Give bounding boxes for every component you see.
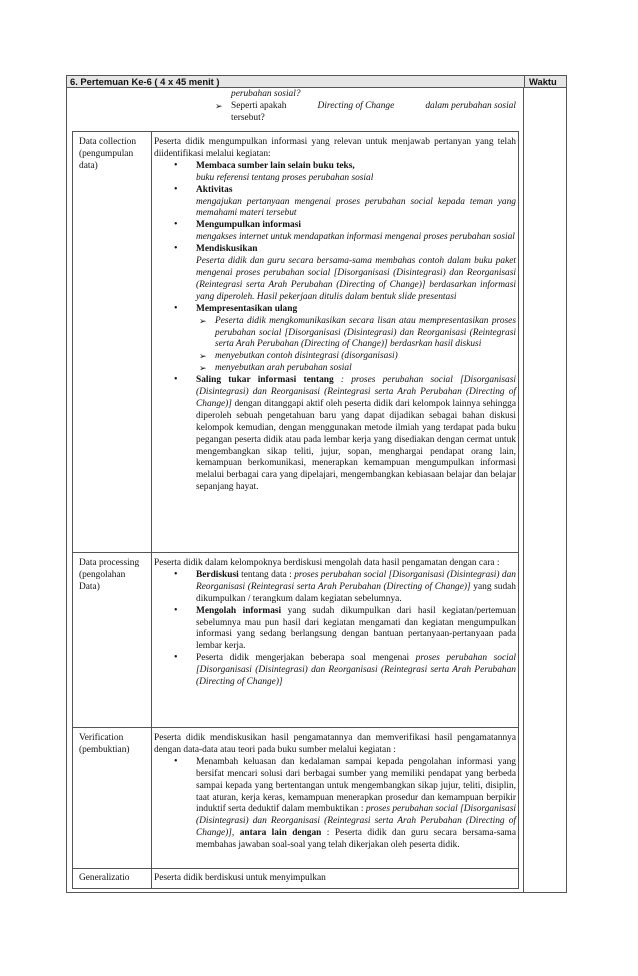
- item-title: Mendiskusikan: [196, 244, 258, 255]
- item-text: Peserta didik dan guru secara bersama-sama membahas contoh dalam buku paket mengenai proses perubahan social [Disorganisasi (Disintegrasi) dan Reorganisasi (Reintegrasi serta Arah Perubahan (Directing of Change)] berdasarkan informasi yang diperoleh. Hasil pekerjaan ditulis dalam bentuk slide presentasi: [196, 256, 516, 302]
- generalization-content: [154, 873, 516, 885]
- verification-content: [154, 733, 516, 852]
- question-text-italic: dalam perubahan sosial: [425, 100, 516, 111]
- item-topic: proses perubahan social [Disorganisasi (Disintegrasi) dan Reorganisasi (Reintegrasi serta Arah Perubahan (Directing of Change)]: [196, 653, 516, 688]
- sub-item-text: menyebutkan contoh disintegrasi (disorganisasi): [215, 351, 398, 362]
- row-divider: [72, 552, 519, 553]
- continued-questions: [154, 89, 516, 125]
- list-item: [154, 606, 516, 654]
- row-divider: [72, 727, 519, 728]
- meeting-title: 6. Pertemuan Ke-6 ( 4 x 45 menit ): [70, 76, 220, 87]
- sub-list-item: [154, 351, 516, 363]
- list-item: [154, 161, 516, 185]
- item-text: buku referensi tentang proses perubahan sosial: [196, 172, 374, 183]
- item-title: Mengolah informasi: [196, 605, 282, 616]
- question-text: Seperti apakah: [231, 100, 287, 111]
- bullet-icon: •: [174, 219, 178, 231]
- row-label-data-processing: Data processing (pengolahan Data): [79, 558, 140, 592]
- question-term: Directing of Change: [317, 100, 395, 111]
- item-topic: : proses perubahan social [Disorganisasi (Disintegrasi) dan Reorganisasi (Reintegrasi serta Arah Perubahan (Directing of Change)]: [196, 375, 516, 409]
- continued-line: perubahan sosial?: [231, 89, 301, 99]
- row-divider: [72, 868, 519, 869]
- data-collection-content: [154, 137, 516, 494]
- intro-text: Peserta didik mengumpulkan informasi yang relevan untuk menjawab pertanyan yang telah diidentifikasi melalui kegiatan:: [154, 137, 516, 159]
- sub-list-item: [154, 363, 516, 375]
- item-text: : Peserta didik dan guru secara bersama-sama membahas jawaban soal-soal yang telah dikerjakan oleh peserta didik.: [196, 828, 517, 851]
- row-label-data-collection: Data collection (pengumpulan data): [79, 137, 137, 171]
- bullet-icon: •: [174, 755, 178, 767]
- sub-list-item: [154, 316, 516, 352]
- item-title: Mengumpulkan informasi: [196, 220, 301, 231]
- list-item: [154, 101, 516, 125]
- row-label-generalization: Generalizatio: [79, 873, 130, 883]
- item-text: mengakses internet untuk mendapatkan informasi mengenai proses perubahan sosial: [196, 232, 515, 243]
- item-text: yang sudah dikumpulkan dari hasil kegiatan/pertemuan sebelumnya mau pun hasil dari kegiatan mengamati dan kegiatan mengumpulkan informasi yang sedang berlangsung dengan bantuan pertanyaan-pertanyaan pada lembar kerja.: [196, 605, 516, 652]
- header-divider: [524, 76, 525, 87]
- item-bold-text: antara lain dengan: [234, 828, 322, 839]
- list-item: [154, 375, 516, 494]
- data-processing-content: [154, 558, 516, 689]
- row-label-verification: Verification (pembuktian): [79, 733, 130, 755]
- item-title: Mempresentasikan ulang: [196, 303, 298, 314]
- sub-item-text: Peserta didik mengkomunikasikan secara lisan atau mempresentasikan proses perubahan social [Disorganisasi (Disintegrasi) dan Reorganisasi (Reintegrasi serta Arah Perubahan (Directing of Change)] berdasrkan hasil diskusi: [215, 315, 516, 350]
- item-title: Aktivitas: [196, 184, 233, 195]
- arrow-bullet-icon: ➢: [199, 363, 207, 374]
- sub-item-text: menyebutkan arah perubahan sosial: [215, 363, 352, 374]
- bullet-icon: •: [174, 159, 178, 171]
- item-title: Berdiskusi: [196, 569, 239, 580]
- bullet-icon: •: [174, 604, 178, 616]
- item-text: tentang data :: [238, 569, 295, 580]
- arrow-bullet-icon: ➢: [199, 351, 207, 362]
- intro-text: Peserta didik mendiskusikan hasil pengamatannya dan memverifikasi hasil pengamatannya dengan data-data atau teori pada buku sumber melalui kegiatan :: [154, 733, 516, 755]
- list-item: [154, 757, 516, 852]
- bullet-icon: •: [174, 302, 178, 314]
- activity-column-divider: [151, 131, 152, 889]
- bullet-icon: •: [174, 568, 178, 580]
- bullet-icon: •: [174, 243, 178, 255]
- intro-text: Peserta didik dalam kelompoknya berdiskusi mengolah data hasil pengamatan dengan cara :: [154, 558, 500, 568]
- item-text: Menambah keluasan dan kedalaman sampai kepada pengolahan informasi yang bersifat mencari solusi dari berbagai sumber yang memiliki pendapat yang berbeda sampai kepada yang bertentangan untuk mengembangkan sikap jujur, teliti, disiplin, taat aturan, kerja keras, kemampuan menerapkan prosedur dan kemampuan berpikir induktif serta deduktif dalam membuktikan :: [196, 756, 516, 815]
- bullet-icon: •: [174, 374, 178, 386]
- list-item: [154, 185, 516, 221]
- list-item: [154, 244, 516, 304]
- arrow-bullet-icon: ➢: [199, 315, 207, 326]
- item-title: Membaca sumber lain selain buku teks,: [196, 160, 355, 171]
- question-text-end: tersebut?: [231, 112, 265, 123]
- list-item: [154, 570, 516, 606]
- waktu-column-divider: [523, 88, 524, 893]
- item-text: mengajukan pertanyaan mengenai proses perubahan social kepada teman yang memahami materi tersebut: [196, 196, 516, 219]
- item-title: Saling tukar informasi tentang: [196, 375, 334, 386]
- bullet-icon: •: [174, 652, 178, 664]
- list-item: [154, 304, 516, 316]
- bullet-icon: •: [174, 183, 178, 195]
- item-topic: proses perubahan social [Disorganisasi (Disintegrasi) dan Reorganisasi (Reintegrasi serta Arah Perubahan (Directing of Change)]: [196, 569, 516, 592]
- waktu-header: Waktu: [529, 76, 557, 87]
- item-text: Peserta didik mengerjakan beberapa soal mengenai: [196, 653, 416, 664]
- list-item: [154, 220, 516, 244]
- item-text: yang sudah dikumpulkan / terangkum dalam kegiatan sebelumnya.: [196, 581, 516, 604]
- list-item: [154, 653, 516, 689]
- item-text: dengan ditanggapi aktif oleh peserta didik dari kelompok lainnya sehingga diperoleh sebuah pengetahuan baru yang dapat dijadikan sebagai bahan diskusi kelompok kemudian, dengan menggunakan metode ilmiah yang terdapat pada buku pegangan peserta didik atau pada lembar kerja yang disediakan dengan cermat untuk mengembangkan sikap teliti, jujur, sopan, menghargai pendapat orang lain, kemampuan berkomunikasi, menerapkan kemampuan mengumpulkan informasi melalui berbagai cara yang dipelajari, mengembangkan kebiasaan belajar dan belajar sepanjang hayat.: [196, 398, 516, 493]
- generalization-text: Peserta didik berdiskusi untuk menyimpulkan: [154, 873, 326, 883]
- item-topic: proses perubahan social [Disorganisasi (Disintegrasi) dan Reorganisasi (Reintegrasi serta Arah Perubahan (Directing of Change)],: [196, 804, 516, 839]
- arrow-bullet-icon: ➢: [215, 100, 223, 111]
- table-header: [66, 75, 567, 88]
